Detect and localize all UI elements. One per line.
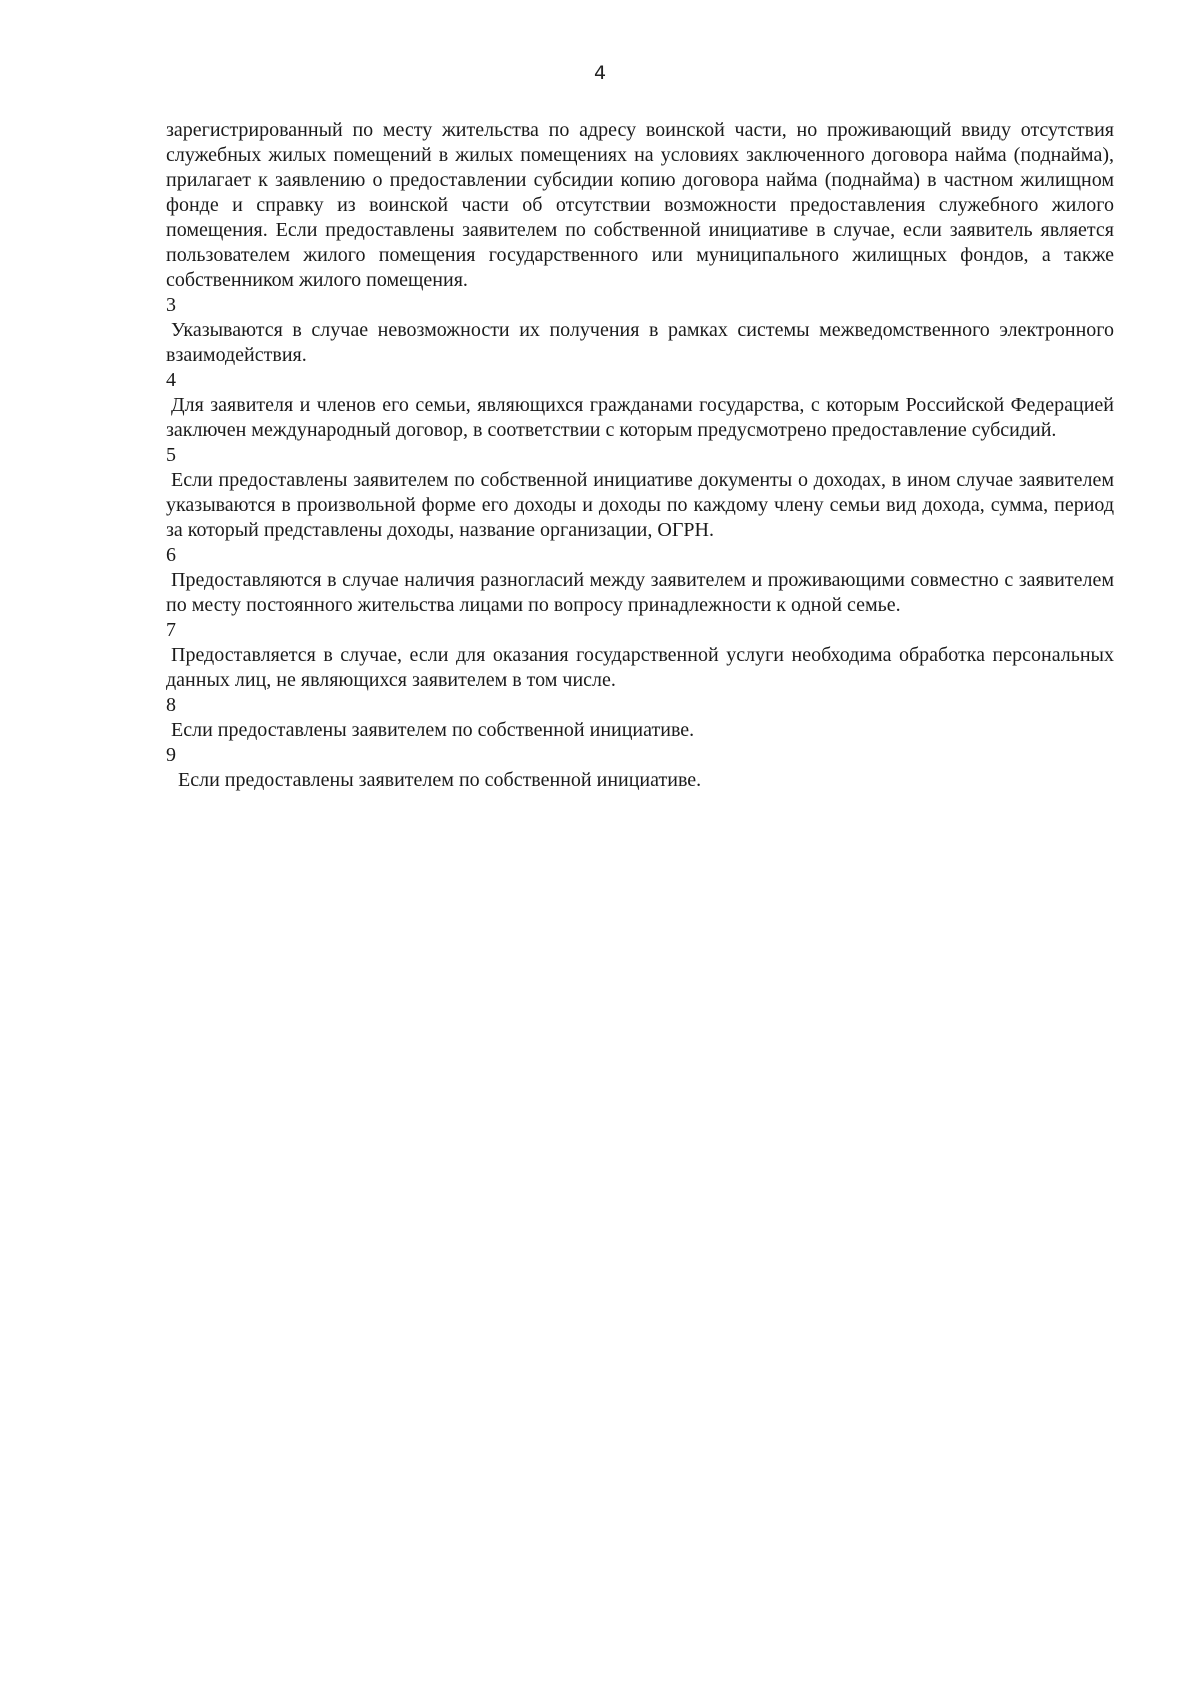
footnote-number: 5 [166,444,176,466]
footnote-number: 6 [166,544,176,566]
footnote-text: Если предоставлены заявителем по собственной инициативе. [171,719,695,741]
footnote-text: Указываются в случае невозможности их получения в рамках системы межведомственного электронного взаимодействия. [166,319,1114,366]
document-body [166,118,1114,793]
footnote-number: 3 [166,294,176,316]
footnote-5 [166,443,1114,543]
footnote-text: Для заявителя и членов его семьи, являющихся гражданами государства, с которым Российской Федерацией заключен международный договор, в соответствии с которым предусмотрено предоставление субсидий. [166,394,1114,441]
footnote-text: Предоставляется в случае, если для оказания государственной услуги необходима обработка персональных данных лиц, не являющихся заявителем в том числе. [166,644,1114,691]
footnote-text: Предоставляются в случае наличия разногласий между заявителем и проживающими совместно с заявителем по месту постоянного жительства лицами по вопросу принадлежности к одной семье. [166,569,1114,616]
footnote-8 [166,693,1114,743]
footnote-number: 9 [166,744,176,766]
footnote-7 [166,618,1114,693]
footnote-9 [166,743,1114,793]
footnote-number: 4 [166,369,176,391]
footnote-number: 8 [166,694,176,716]
intro-paragraph: зарегистрированный по месту жительства по адресу воинской части, но проживающий ввиду отсутствия служебных жилых помещений в жилых помещениях на условиях заключенного договора найма (поднайма), прилагает к заявлению о предоставлении субсидии копию договора найма (поднайма) в частном жилищном фонде и справку из воинской части об отсутствии возможности предоставления служебного жилого помещения. Если предоставлены заявителем по собственной инициативе в случае, если заявитель является пользователем жилого помещения государственного или муниципального жилищных фондов, а также собственником жилого помещения. [166,119,1114,291]
footnote-number: 7 [166,619,176,641]
footnote-3 [166,293,1114,368]
footnote-6 [166,543,1114,618]
footnote-text: Если предоставлены заявителем по собственной инициативе. [178,769,702,791]
page-number: 4 [593,62,607,84]
footnote-4 [166,368,1114,443]
footnote-text: Если предоставлены заявителем по собственной инициативе документы о доходах, в ином случае заявителем указываются в произвольной форме его доходы и доходы по каждому члену семьи вид дохода, сумма, период за который представлены доходы, название организации, ОГРН. [166,469,1114,541]
